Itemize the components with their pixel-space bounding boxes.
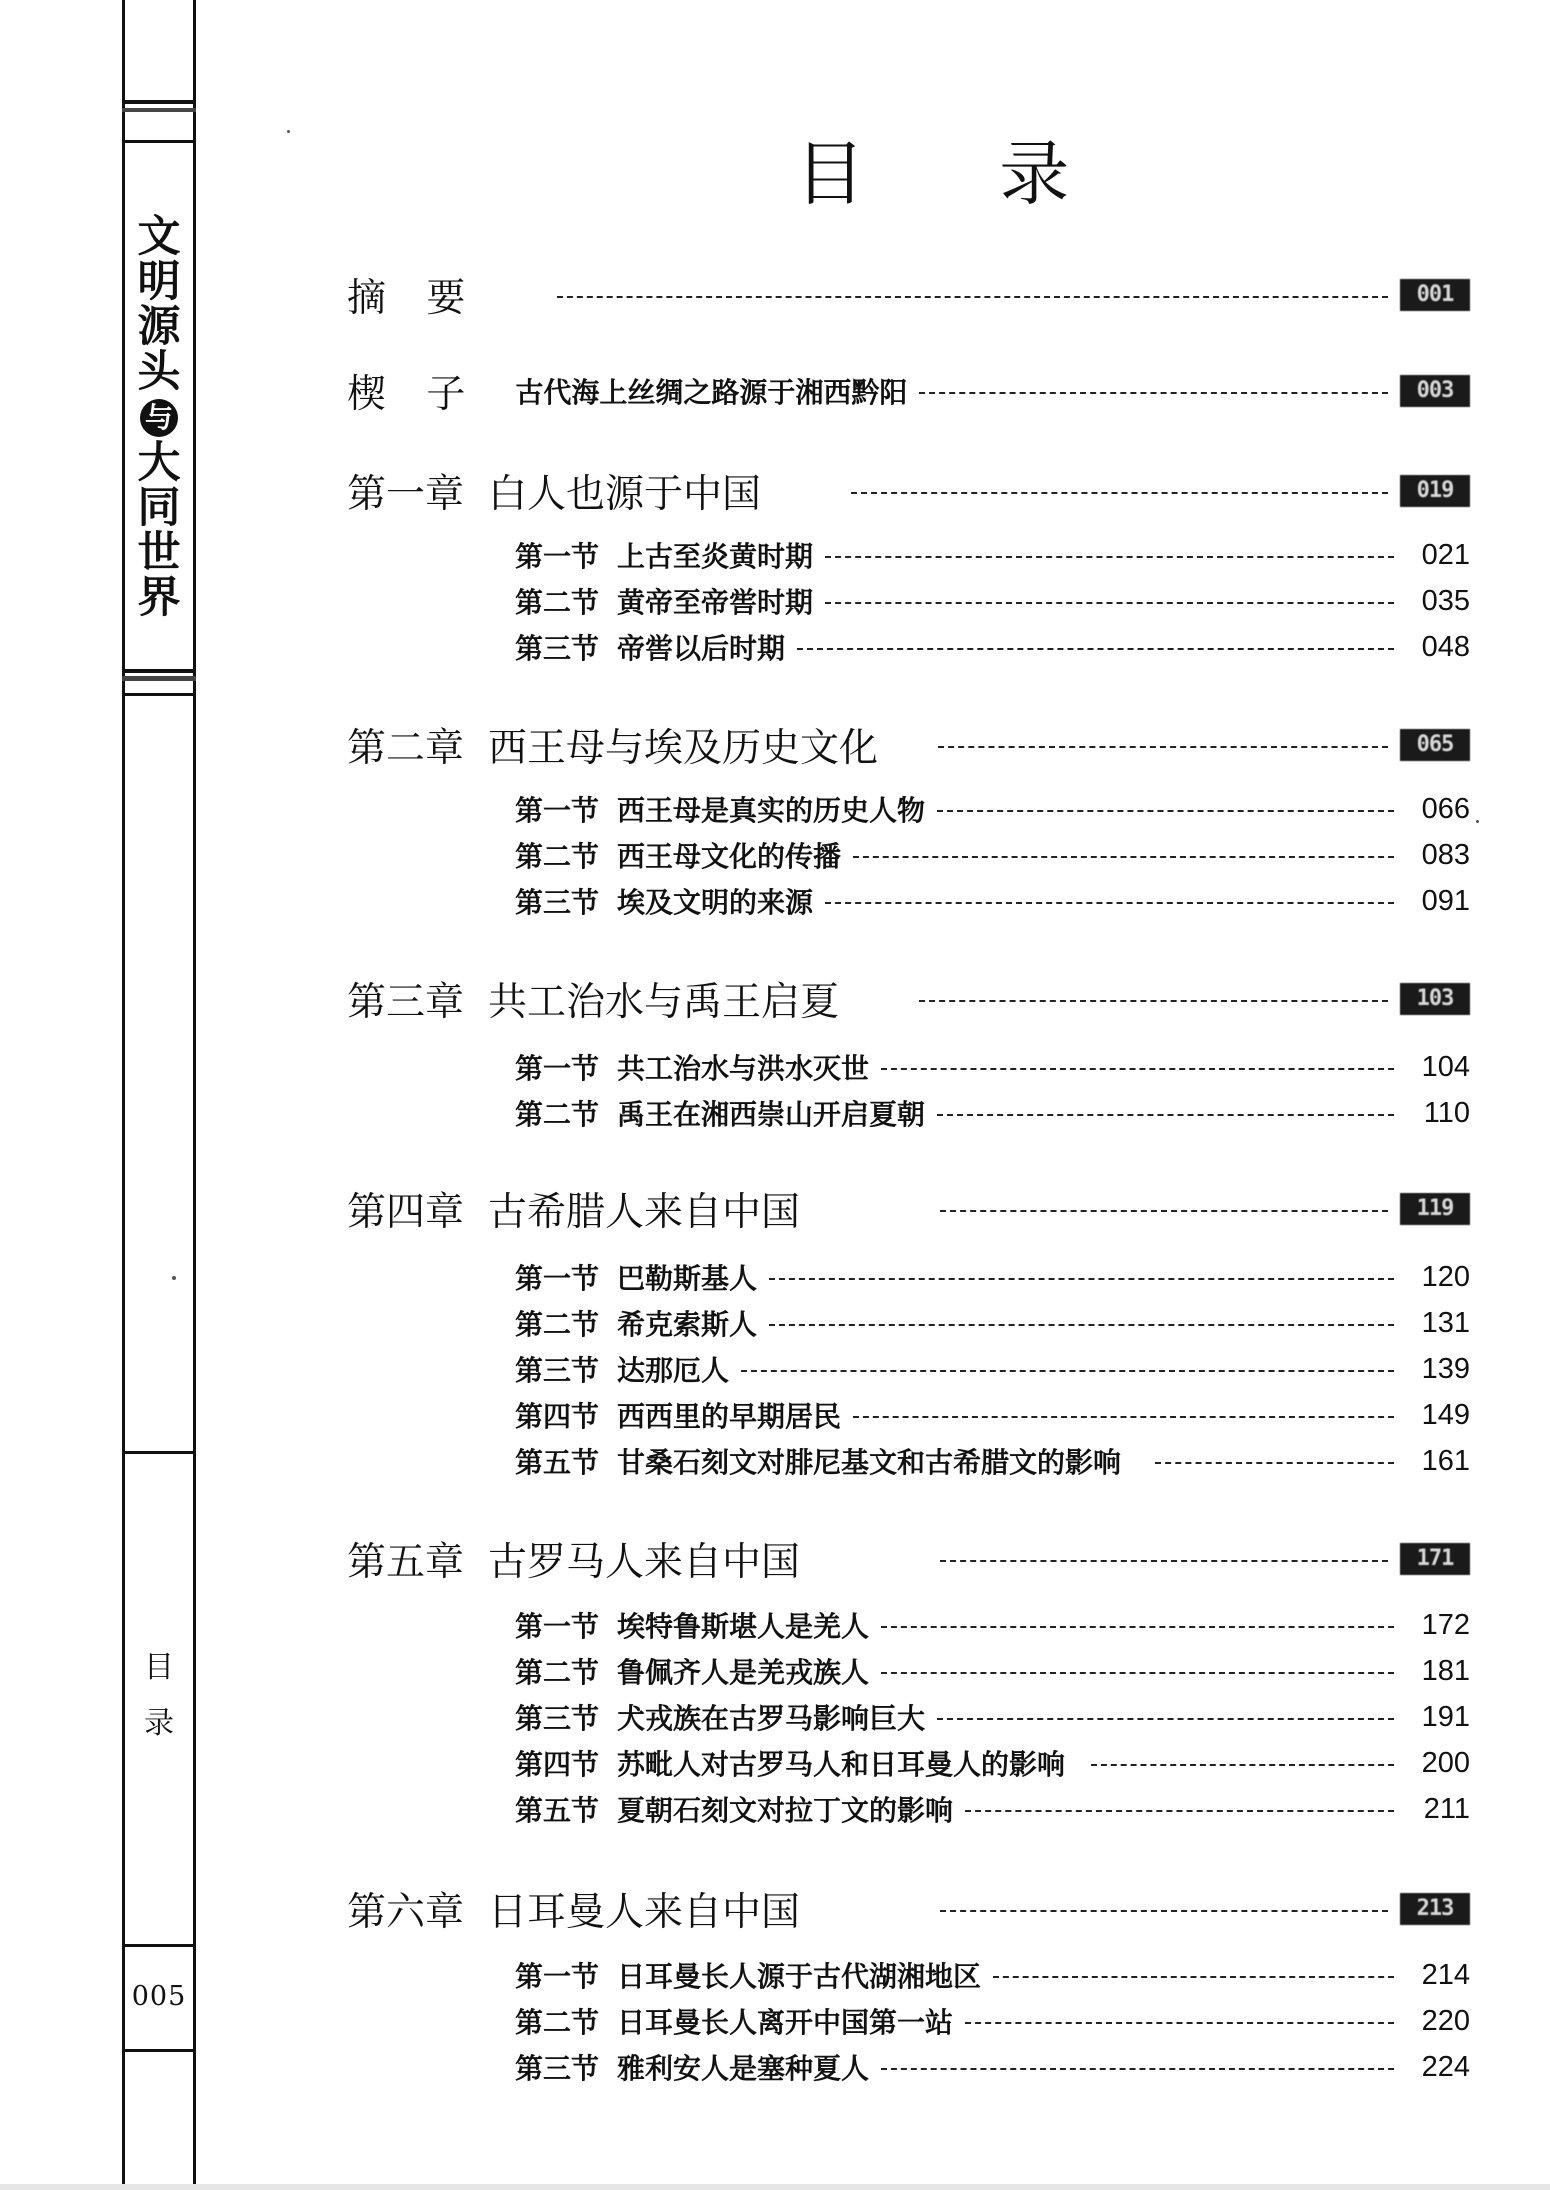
dot-leader	[881, 1068, 1394, 1070]
section-label: 第一节	[515, 1610, 600, 1643]
page-number: 139	[1421, 1352, 1470, 1385]
chapter-title: 古罗马人来自中国	[488, 1540, 801, 1585]
section-title: 雅利安人是塞种夏人	[617, 2052, 870, 2085]
front-label: 楔 子	[347, 372, 480, 417]
spine-divider-3	[122, 2049, 196, 2052]
section-label: 第一节	[515, 1262, 600, 1295]
toc-section[interactable]	[515, 582, 1470, 620]
page-number: 149	[1421, 1398, 1470, 1431]
toc-chapter-3[interactable]	[347, 974, 1470, 1024]
section-title: 犬戎族在古罗马影响巨大	[617, 1702, 926, 1735]
page-number-box: 119	[1400, 1193, 1470, 1225]
section-title: 希克索斯人	[617, 1308, 758, 1341]
dot-leader	[825, 556, 1394, 558]
section-title: 埃特鲁斯堪人是羌人	[617, 1610, 870, 1643]
page-number-box: 171	[1400, 1543, 1470, 1575]
toc-section[interactable]	[515, 2002, 1470, 2040]
spine-band-top-2	[122, 108, 196, 112]
section-label: 第一节	[515, 1960, 600, 1993]
toc-section[interactable]	[515, 1396, 1470, 1434]
section-label: 第五节	[515, 1446, 600, 1479]
dot-leader	[938, 746, 1388, 748]
page-number: 048	[1421, 630, 1470, 663]
spine-divider-1	[122, 1451, 196, 1454]
page-number: 161	[1421, 1444, 1470, 1477]
page-number: 091	[1421, 884, 1470, 917]
toc-section[interactable]	[515, 1790, 1470, 1828]
section-title: 夏朝石刻文对拉丁文的影响	[617, 1794, 954, 1827]
spine-page-number: 005	[131, 1981, 187, 2012]
spine-band-mid-2	[122, 676, 196, 681]
spine-left-border	[122, 0, 125, 2190]
toc-section[interactable]	[515, 836, 1470, 874]
dot-leader	[851, 492, 1388, 494]
section-label: 第一节	[515, 1052, 600, 1085]
spine-title-char: 文	[137, 212, 181, 262]
chapter-title: 古希腊人来自中国	[488, 1190, 801, 1235]
chapter-title: 日耳曼人来自中国	[488, 1890, 801, 1935]
toc-chapter-1[interactable]	[347, 466, 1470, 516]
section-label: 第三节	[515, 1354, 600, 1387]
toc-section[interactable]	[515, 1258, 1470, 1296]
spine-book-title	[126, 212, 192, 623]
section-title: 日耳曼长人源于古代湖湘地区	[617, 1960, 982, 1993]
page-number-box: 103	[1400, 983, 1470, 1015]
section-title: 西西里的早期居民	[617, 1400, 842, 1433]
spine-title-char-circled: 与	[140, 399, 178, 437]
spine-band-top	[122, 100, 196, 104]
dot-leader	[741, 1370, 1394, 1372]
dot-leader	[881, 1672, 1394, 1674]
page-number: 181	[1421, 1654, 1470, 1687]
section-title: 巴勒斯基人	[617, 1262, 758, 1295]
spine-title-char: 界	[137, 573, 181, 623]
chapter-label: 第六章	[347, 1890, 465, 1935]
section-label: 第一节	[515, 794, 600, 827]
page-number: 200	[1421, 1746, 1470, 1779]
dot-leader	[937, 1718, 1394, 1720]
section-label: 第二节	[515, 840, 600, 873]
section-label: 第一节	[515, 540, 600, 573]
spine-title-char: 同	[137, 483, 181, 533]
dot-leader	[965, 2022, 1394, 2024]
toc-section[interactable]	[515, 1606, 1470, 1644]
scan-speck	[172, 1276, 176, 1280]
spine-band-top-3	[122, 140, 196, 143]
section-label: 第三节	[515, 2052, 600, 2085]
section-title: 帝喾以后时期	[617, 632, 786, 665]
page-number: 220	[1421, 2004, 1470, 2037]
toc-section[interactable]	[515, 536, 1470, 574]
chapter-label: 第二章	[347, 726, 465, 771]
section-title: 共工治水与洪水灭世	[617, 1052, 870, 1085]
toc-chapter-5[interactable]	[347, 1534, 1470, 1584]
dot-leader	[940, 1210, 1388, 1212]
dot-leader	[937, 1114, 1394, 1116]
spine-band-mid	[122, 669, 196, 673]
dot-leader	[1155, 1462, 1394, 1464]
section-label: 第三节	[515, 886, 600, 919]
toc-section[interactable]	[515, 882, 1470, 920]
dot-leader	[919, 1000, 1388, 1002]
page-number: 104	[1421, 1050, 1470, 1083]
page-number: 021	[1421, 538, 1470, 571]
dot-leader	[937, 810, 1394, 812]
section-title: 苏毗人对古罗马人和日耳曼人的影响	[617, 1748, 1066, 1781]
toc-section[interactable]	[515, 1094, 1470, 1132]
dot-leader	[769, 1278, 1394, 1280]
section-title: 鲁佩齐人是羌戎族人	[617, 1656, 870, 1689]
page-number: 066	[1421, 792, 1470, 825]
spine-title-char: 世	[137, 528, 181, 578]
section-title: 上古至炎黄时期	[617, 540, 814, 573]
section-label: 第三节	[515, 632, 600, 665]
page-number: 214	[1421, 1958, 1470, 1991]
page-number: 172	[1421, 1608, 1470, 1641]
dot-leader	[881, 1626, 1394, 1628]
section-label: 第二节	[515, 1308, 600, 1341]
section-title: 甘桑石刻文对腓尼基文和古希腊文的影响	[617, 1446, 1122, 1479]
section-label: 第四节	[515, 1400, 600, 1433]
page-number: 211	[1423, 1792, 1470, 1825]
dot-leader	[853, 856, 1394, 858]
chapter-label: 第四章	[347, 1190, 465, 1235]
chapter-title: 西王母与埃及历史文化	[488, 726, 879, 771]
toc-section[interactable]	[515, 1304, 1470, 1342]
spine-title-char: 大	[137, 438, 181, 488]
toc-section[interactable]	[515, 790, 1470, 828]
toc-section[interactable]	[515, 1698, 1470, 1736]
section-label: 第五节	[515, 1794, 600, 1827]
section-label: 第二节	[515, 1098, 600, 1131]
chapter-label: 第一章	[347, 472, 465, 517]
dot-leader	[557, 296, 1388, 298]
page-number-box: 065	[1400, 729, 1470, 761]
section-title: 黄帝至帝喾时期	[617, 586, 814, 619]
section-title: 西王母文化的传播	[617, 840, 842, 873]
section-title: 日耳曼长人离开中国第一站	[617, 2006, 954, 2039]
section-label: 第四节	[515, 1748, 600, 1781]
chapter-label: 第五章	[347, 1540, 465, 1585]
section-label: 第二节	[515, 1656, 600, 1689]
dot-leader	[919, 392, 1388, 394]
page-number-box: 213	[1400, 1893, 1470, 1925]
toc-front-abstract[interactable]	[347, 270, 1470, 320]
page-number: 110	[1423, 1096, 1470, 1129]
spine-section-label	[126, 1640, 192, 1752]
toc-front-prologue[interactable]	[347, 366, 1470, 416]
dot-leader	[769, 1324, 1394, 1326]
spine-right-border	[193, 0, 196, 2190]
toc-section[interactable]	[515, 1442, 1470, 1480]
page-number-box: 003	[1400, 375, 1470, 407]
dot-leader	[797, 648, 1394, 650]
dot-leader	[965, 1810, 1394, 1812]
toc-chapter-4[interactable]	[347, 1184, 1470, 1234]
front-label: 摘 要	[347, 276, 480, 321]
scan-speck	[287, 130, 290, 133]
page-title: 目 录	[795, 133, 1126, 215]
spine-band-mid-3	[122, 693, 196, 696]
chapter-title: 白人也源于中国	[488, 472, 762, 517]
page-number: 083	[1421, 838, 1470, 871]
spine-title-char: 明	[137, 257, 181, 307]
dot-leader	[881, 2068, 1394, 2070]
page-number-box: 001	[1400, 279, 1470, 311]
chapter-title: 共工治水与禹王启夏	[488, 980, 840, 1025]
spine-title-char: 源	[137, 302, 181, 352]
toc-section[interactable]	[515, 1956, 1470, 1994]
dot-leader	[825, 602, 1394, 604]
toc-chapter-2[interactable]	[347, 720, 1470, 770]
page-number: 224	[1421, 2050, 1470, 2083]
scan-speck	[1476, 820, 1479, 823]
page-number: 035	[1421, 584, 1470, 617]
page-number: 120	[1421, 1260, 1470, 1293]
dot-leader	[940, 1910, 1388, 1912]
section-label: 第三节	[515, 1702, 600, 1735]
toc-section[interactable]	[515, 628, 1470, 666]
spine-section-char: 录	[144, 1706, 174, 1741]
page-number: 191	[1421, 1700, 1470, 1733]
toc-section[interactable]	[515, 1744, 1470, 1782]
front-subtitle: 古代海上丝绸之路源于湘西黔阳	[515, 376, 908, 409]
spine-title-char: 头	[137, 347, 181, 397]
section-title: 西王母是真实的历史人物	[617, 794, 926, 827]
section-label: 第二节	[515, 586, 600, 619]
chapter-label: 第三章	[347, 980, 465, 1025]
toc-chapter-6[interactable]	[347, 1884, 1470, 1934]
dot-leader	[993, 1976, 1394, 1978]
dot-leader	[940, 1560, 1388, 1562]
section-title: 埃及文明的来源	[617, 886, 814, 919]
page-number: 131	[1421, 1306, 1470, 1339]
scan-bottom-edge	[0, 2184, 1550, 2190]
section-label: 第二节	[515, 2006, 600, 2039]
toc-section[interactable]	[515, 1652, 1470, 1690]
toc-section[interactable]	[515, 1048, 1470, 1086]
toc-section[interactable]	[515, 1350, 1470, 1388]
spine-section-char: 目	[144, 1650, 174, 1685]
dot-leader	[853, 1416, 1394, 1418]
dot-leader	[1091, 1764, 1394, 1766]
section-title: 达那厄人	[617, 1354, 730, 1387]
section-title: 禹王在湘西崇山开启夏朝	[617, 1098, 926, 1131]
page-number-box: 019	[1400, 475, 1470, 507]
toc-section[interactable]	[515, 2048, 1470, 2086]
spine-divider-2	[122, 1944, 196, 1947]
dot-leader	[825, 902, 1394, 904]
